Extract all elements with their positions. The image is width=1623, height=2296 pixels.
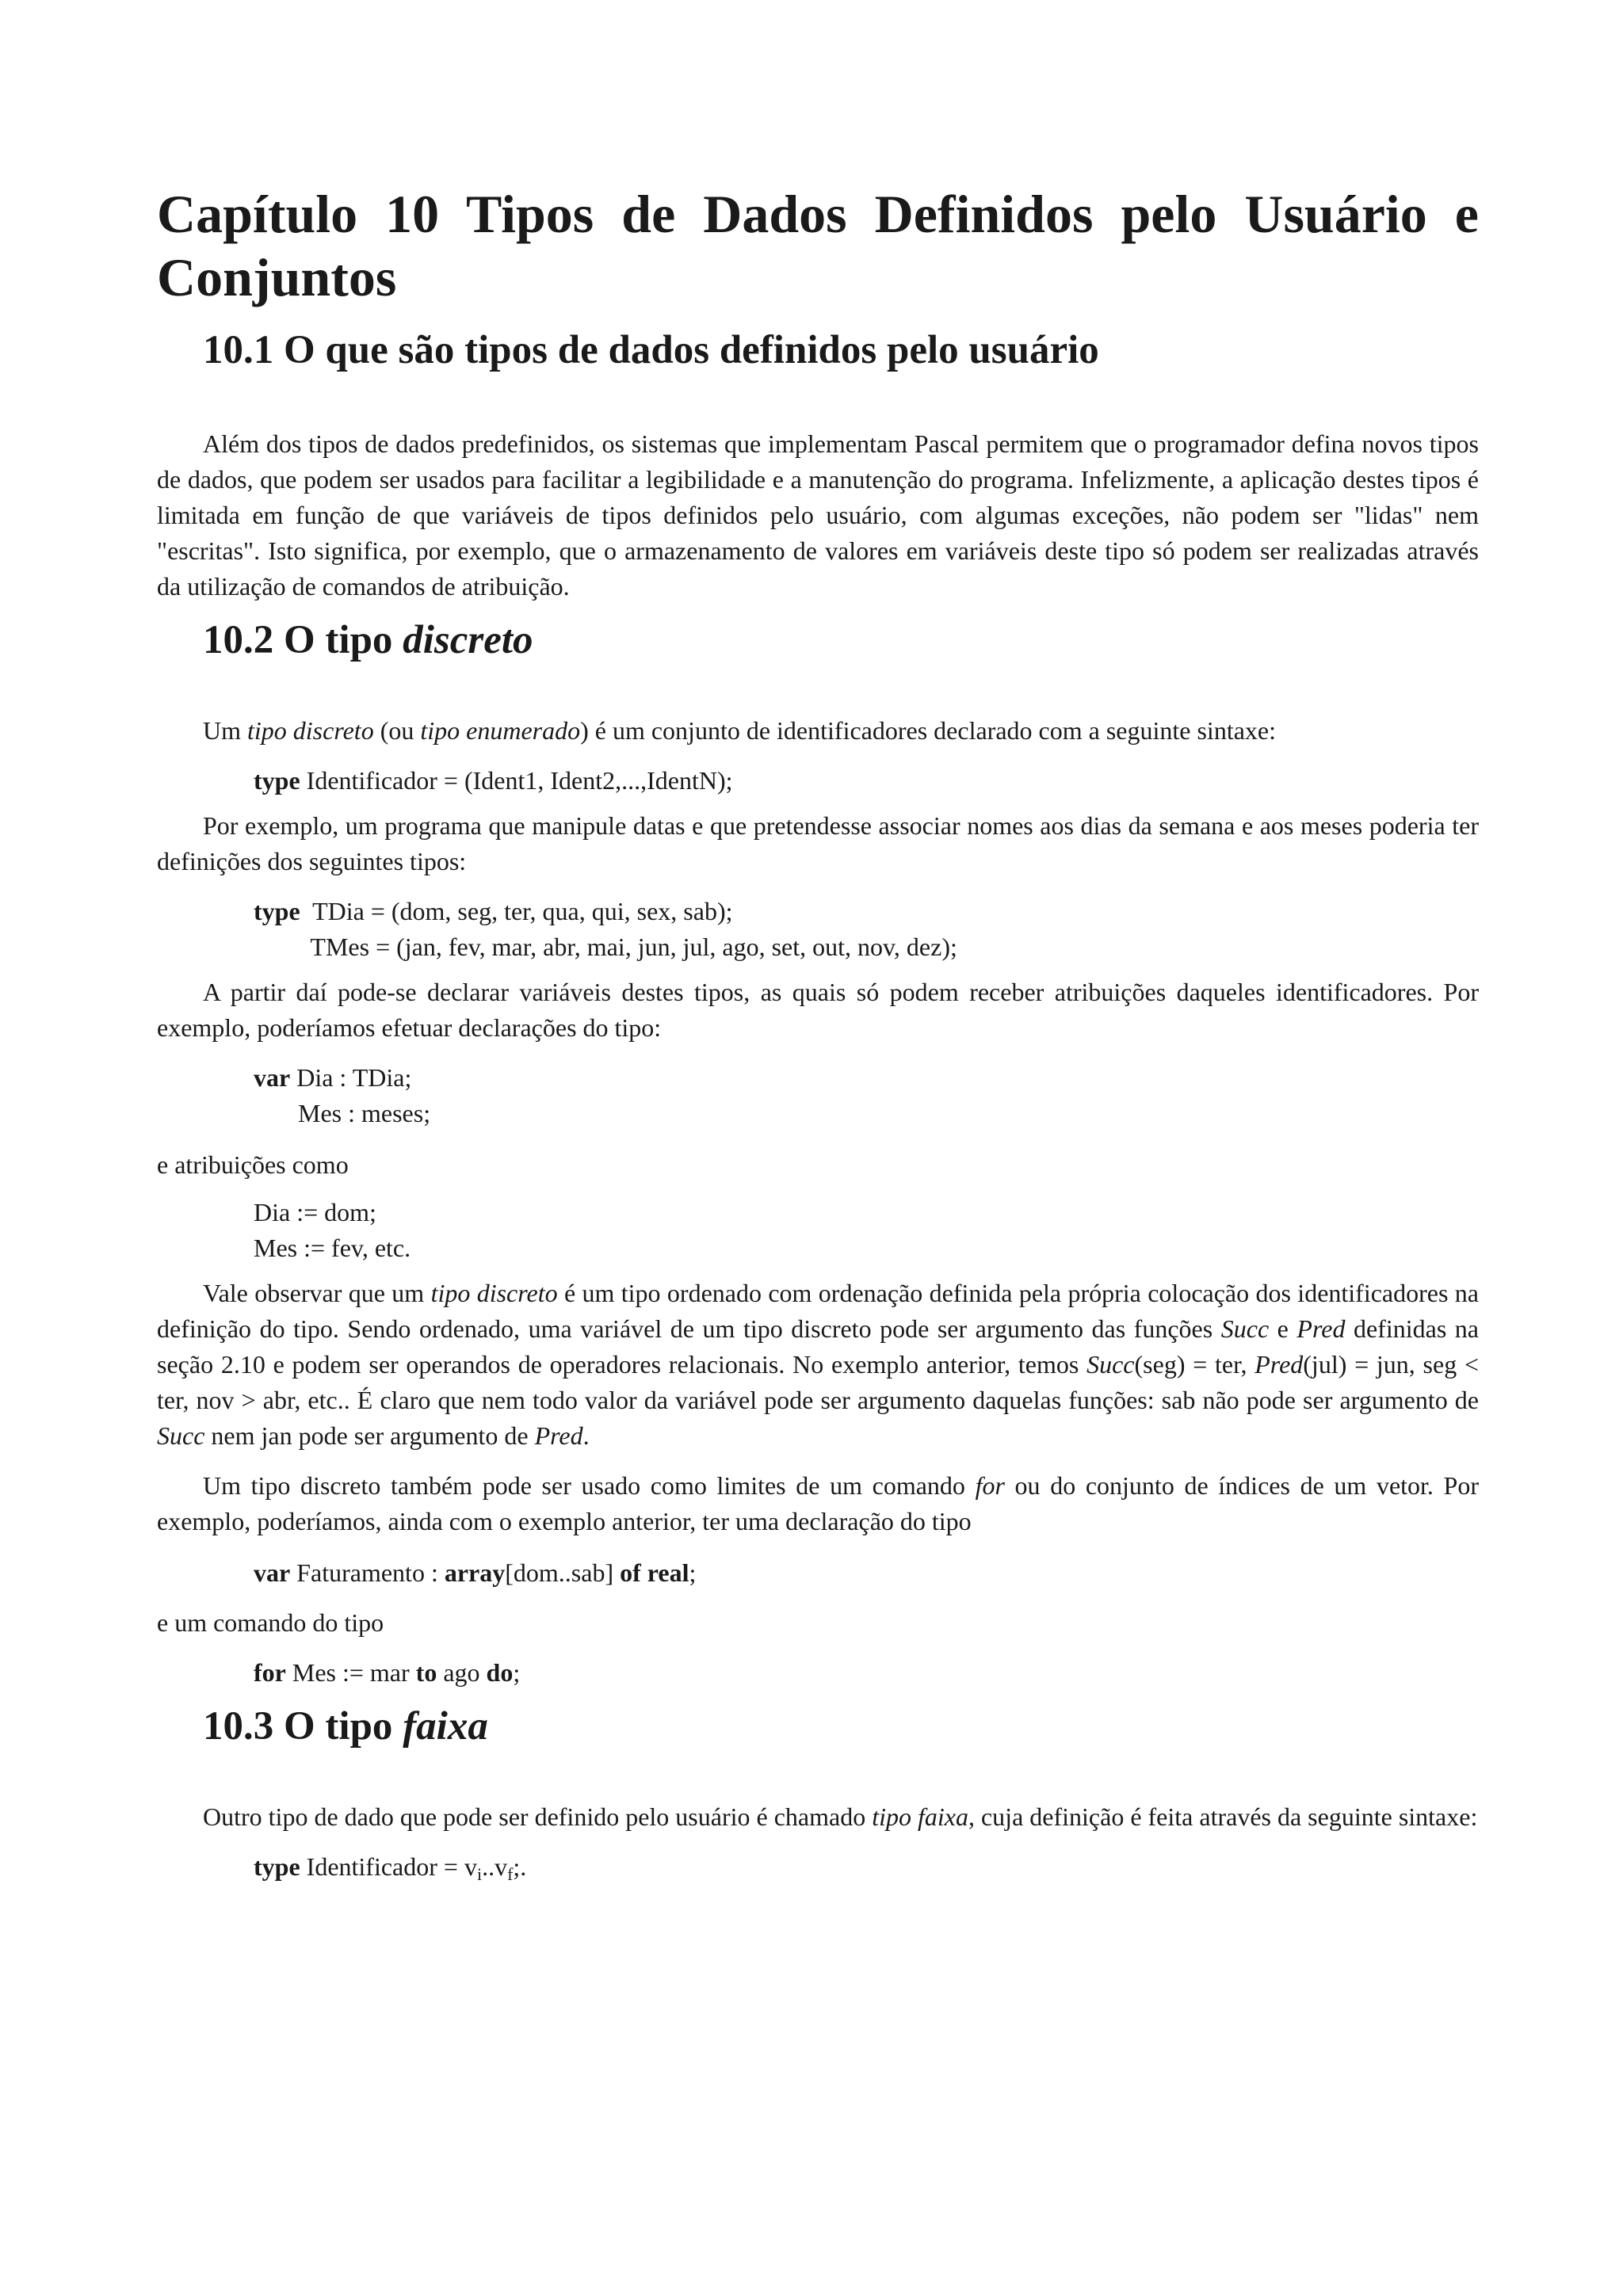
- code-block: var Dia : TDia; Mes : meses;: [254, 1063, 431, 1127]
- paragraph: e um comando do tipo: [157, 1608, 384, 1637]
- paragraph: Um tipo discreto também pode ser usado como limites de um comando for ou do conjunto de índices de um vetor. Por exemplo, poderíamos, ainda com o exemplo anterior, ter uma declaração do tipo: [157, 1471, 1480, 1535]
- paragraph: Um tipo discreto (ou tipo enumerado) é um conjunto de identificadores declarado com a seguinte sintaxe:: [203, 716, 1276, 745]
- paragraph: Por exemplo, um programa que manipule datas e que pretendesse associar nomes aos dias da semana e aos meses poderia ter definições dos seguintes tipos:: [157, 811, 1479, 875]
- paragraph: Outro tipo de dado que pode ser definido pelo usuário é chamado tipo faixa, cuja definição é feita através da seguinte sintaxe:: [203, 1802, 1478, 1831]
- code-line: for Mes := mar to ago do;: [254, 1658, 521, 1687]
- paragraph: A partir daí pode-se declarar variáveis destes tipos, as quais só podem receber atribuições daqueles identificadores. Por exemplo, poderíamos efetuar declarações do tipo:: [157, 978, 1479, 1042]
- paragraph: Além dos tipos de dados predefinidos, os sistemas que implementam Pascal permitem que o programador defina novos tipos de dados, que podem ser usados para facilitar a legibilidade e a manutenção do programa. Infelizmente, a aplicação destes tipos é limitada em função de que variáveis de tipos definidos pelo usuário, com algumas exceções, não podem ser "lidas" nem "escritas". Isto significa, por exemplo, que o armazenamento de valores em variáveis deste tipo só podem ser realizadas através da utilização de comandos de atribuição.: [157, 429, 1479, 601]
- section-heading-10-2: 10.2 O tipo discreto: [203, 618, 533, 662]
- document-page: [157, 182, 1479, 1892]
- chapter-title: Capítulo 10 Tipos de Dados Definidos pelo Usuário e Conjuntos: [157, 184, 1479, 307]
- code-block: type TDia = (dom, seg, ter, qua, qui, sex, sab); TMes = (jan, fev, mar, abr, mai, jun, jul, ago, set, out, nov, dez);: [254, 897, 957, 961]
- code-line: var Faturamento : array[dom..sab] of real;: [254, 1558, 697, 1587]
- code-line: type Identificador = $v_i..v_f$;.: [254, 1852, 527, 1884]
- code-block: Dia := dom; Mes := fev, etc.: [254, 1198, 411, 1262]
- section-heading-10-1: 10.1 O que são tipos de dados definidos pelo usuário: [203, 328, 1099, 372]
- section-heading-10-3: 10.3 O tipo faixa: [203, 1704, 488, 1749]
- paragraph: Vale observar que um tipo discreto é um tipo ordenado com ordenação definida pela própria colocação dos identificadores na definição do tipo. Sendo ordenado, uma variável de um tipo discreto pode ser argumento das funções Succ e Pred definidas na seção 2.10 e podem ser operandos de operadores relacionais. No exemplo anterior, temos Succ(seg) = ter, Pred(jul) = jun, seg < ter, nov > abr, etc.. É claro que nem todo valor da variável pode ser argumento daquelas funções: sab não pode ser argumento de Succ nem jan pode ser argumento de Pred.: [157, 1279, 1480, 1450]
- paragraph: e atribuições como: [157, 1150, 349, 1179]
- code-line: type Identificador = (Ident1, Ident2,...,IdentN);: [254, 766, 733, 795]
